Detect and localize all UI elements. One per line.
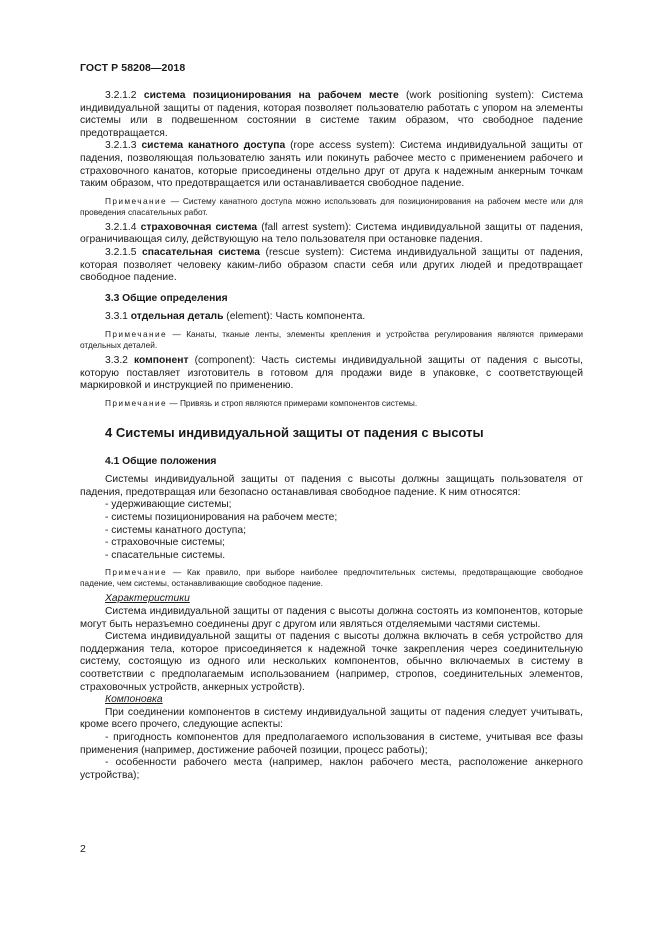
document-code: ГОСТ Р 58208—2018 — [80, 62, 186, 74]
subheading-composition: Компоновка — [105, 694, 163, 706]
subheading-characteristics: Характеристики — [105, 593, 190, 605]
note-label: Примечание — [105, 567, 168, 578]
note-components — [80, 398, 583, 409]
term: спасательная система — [142, 246, 261, 258]
term: компонент — [133, 354, 189, 366]
definition-text: (component): Часть системы индивидуальной защиты от падения с высоты, которую поставляет изготовитель в готовом для продажи виде в упаковке, с соответствующей маркировкой и инструкцией по применению. — [80, 354, 583, 392]
note-text: — Систему канатного доступа можно использовать для позиционирования на рабочем месте или для проведения спасательных работ. — [80, 195, 583, 217]
list-item: - системы позиционирования на рабочем месте; — [105, 512, 338, 524]
note-label: Примечание — [105, 195, 168, 206]
paragraph-characteristics-2: Система индивидуальной защиты от падения с высоты должна включать в себя устройство для поддержания тела, которое присоединяется к надежной точке закрепления через соединительную систему, состоящую из одного или нескольких компонентов, обычно включаемых в систему в соответствии с предполагаемым использованием (например, стропов, соединительных элементов, страховочных устройств, анкерных устройств). — [80, 631, 583, 693]
clause-number: 3.2.1.5 — [105, 246, 143, 258]
definition-3-2-1-5 — [80, 247, 583, 285]
section-heading-4: 4 Системы индивидуальной защиты от падения с высоты — [105, 424, 484, 440]
definition-text: (fall arrest system): Система индивидуальной защиты от падения, ограничивающая силу, действующую на тело пользователя при остановке падения. — [80, 221, 584, 246]
document-body — [80, 90, 583, 782]
clause-number: 3.3.1 — [105, 311, 131, 323]
definition-text: (rescue system): Система индивидуальной защиты от падения, которая позволяет человеку каким-либо образом спасти себя или других людей и предотвращает свободное падение. — [80, 246, 583, 284]
list-item: - страховочные системы; — [105, 537, 225, 549]
term: страховочная система — [140, 221, 258, 233]
note-rope-access — [80, 196, 583, 218]
list-item: - системы канатного доступа; — [105, 524, 246, 536]
paragraph-characteristics-1: Система индивидуальной защиты от падения с высоты должна состоять из компонентов, которые могут быть неразъемно соединены друг с другом или являться отделяемыми частями системы. — [80, 606, 583, 630]
note-text: — Как правило, при выборе наиболее предпочтительных системы, предотвращающие свободное падение, чем системы, останавливающие свободное падение. — [80, 567, 583, 589]
note-label: Примечание — [105, 397, 168, 408]
definition-3-3-1 — [80, 311, 583, 324]
term: отдельная деталь — [130, 311, 224, 323]
note-text: — Канаты, тканые ленты, элементы крепления и устройства регулирования являются примерами отдельных деталей. — [80, 328, 583, 350]
paragraph-composition-3: - особенности рабочего места (например, наклон рабочего места, расположение анкерного устройства); — [80, 757, 583, 781]
note-label: Примечание — [105, 328, 168, 339]
definition-text: (work positioning system): Система индивидуальной защиты от падения, которая позволяет пользователю работать с упором на элементы системы или в подвешенном состоянии в системе таким образом, что свободное падение предотвращается. — [80, 90, 583, 139]
term: система канатного доступа — [141, 140, 286, 152]
clause-number: 3.2.1.2 — [105, 90, 144, 101]
definition-text: (element): Часть компонента. — [223, 311, 366, 323]
note-elements — [80, 329, 583, 351]
section-heading-3-3: 3.3 Общие определения — [105, 292, 228, 304]
list-item: - удерживающие системы; — [105, 499, 232, 511]
definition-3-2-1-3 — [80, 140, 583, 190]
clause-number: 3.2.1.3 — [105, 140, 142, 152]
definition-text: (rope access system): Система индивидуальной защиты от падения, позволяющая пользователю занять или покинуть рабочее место с применением рабочего и страховочного канатов, которые присоединены отдельно друг от друга к надежным анкерным точкам таким образом, что предотвращается или останавливается свободное падение. — [80, 140, 583, 190]
definition-3-2-1-2 — [80, 90, 583, 140]
system-type-list — [80, 499, 583, 562]
paragraph-general: Системы индивидуальной защиты от падения с высоты должны защищать пользователя от падения, предотвращая или безопасно останавливая свободное падение. К ним относятся: — [80, 474, 583, 498]
paragraph-composition-1: При соединении компонентов в систему индивидуальной защиты от падения следует учитывать, кроме всего прочего, следующие аспекты: — [80, 706, 583, 731]
note-text: — Привязь и строп являются примерами компонентов системы. — [167, 397, 418, 408]
term: система позиционирования на рабочем месте — [143, 90, 399, 101]
note-preference — [80, 567, 583, 589]
definition-3-2-1-4 — [80, 222, 583, 247]
definition-3-3-2 — [80, 355, 583, 393]
clause-number: 3.3.2 — [105, 354, 134, 366]
section-heading-4-1: 4.1 Общие положения — [105, 455, 217, 467]
clause-number: 3.2.1.4 — [105, 221, 141, 233]
page-number: 2 — [80, 843, 86, 855]
paragraph-composition-2: - пригодность компонентов для предполагаемого использования в системе, учитывая все фазы применения (например, достижение рабочей позиции, процесс работы); — [80, 731, 583, 756]
list-item: - спасательные системы. — [105, 549, 226, 561]
